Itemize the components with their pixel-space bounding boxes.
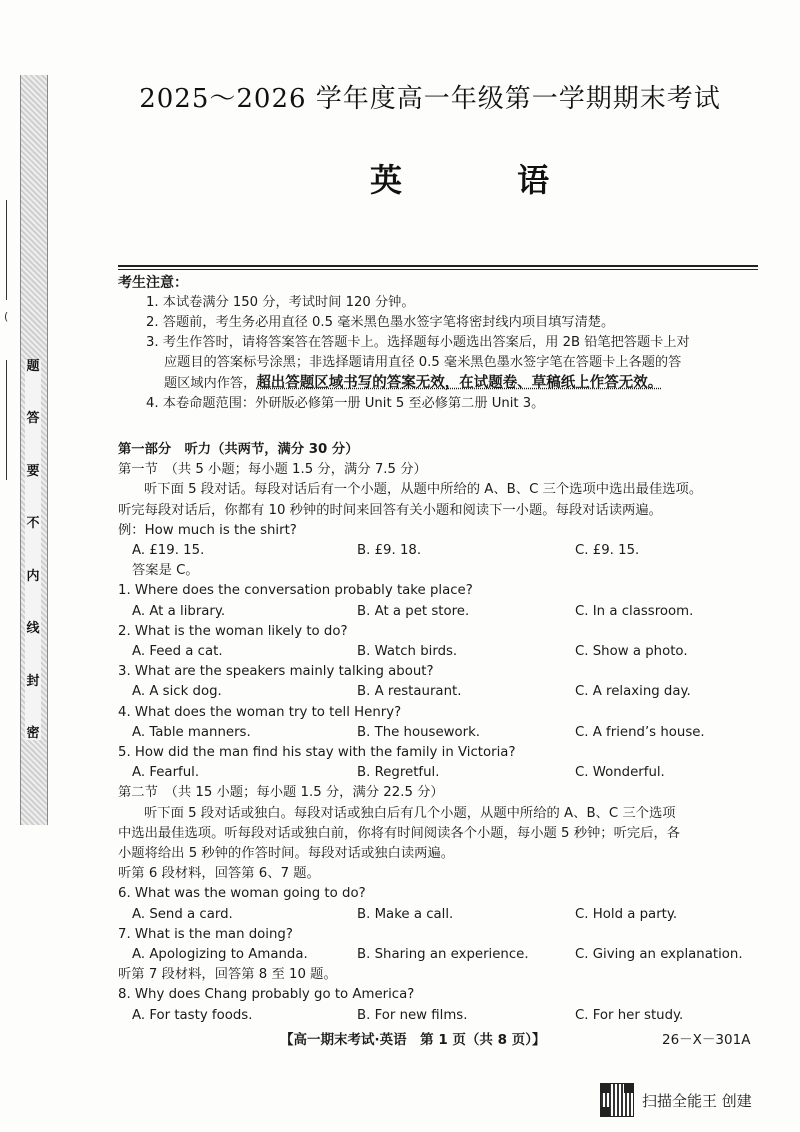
binding-line-mid [6,360,7,480]
material-heading: 听第 7 段材料，回答第 8 至 10 题。 [118,967,337,983]
instruction: 中选出最佳选项。听每段对话或独白前，你将有时间阅读各个小题，每小题 5 秒钟；听完后，各 [118,825,681,841]
option-c: C. Show a photo. [575,644,688,660]
option-a: A. Apologizing to Amanda. [132,947,308,963]
question: 8. Why does Chang probably go to America? [118,987,415,1003]
seal-line-notice [25,360,41,740]
option-b: B. Sharing an experience. [357,947,529,963]
options-row [118,763,768,783]
option-c: C. A relaxing day. [575,684,691,700]
option-c: C. £9. 15. [575,543,640,559]
option-b: B. Regretful. [357,765,440,781]
options-row [118,905,768,925]
question: 6. What was the woman going to do? [118,886,366,902]
notice-text: 题区域内作答， [164,376,257,391]
qr-code-icon [600,1083,634,1117]
options-row [118,541,768,561]
subject-title: 英 语 [370,161,602,199]
seal-char: 封 [26,673,40,689]
instruction: 听完每段对话后，你都有 10 秒钟的时间来回答有关小题和阅读下一小题。每段对话读两遍。 [118,502,662,518]
option-b: B. Watch birds. [357,644,458,660]
notice-emphasis: 超出答题区域书写的答案无效，在试题卷、草稿纸上作答无效。 [256,375,663,391]
option-c: C. Giving an explanation. [575,947,743,963]
notice-item: 2. 答题前，考生务必用直径 0.5 毫米黑色墨水签字笔将密封线内项目填写清楚。 [146,315,615,330]
option-a: A. A sick dog. [132,684,222,700]
header-rule-thin [118,269,758,270]
option-c: C. A friend’s house. [575,724,705,740]
page-footer: 【高一期末考试·英语 第 1 页（共 8 页）】 [280,1032,546,1048]
option-c: C. Wonderful. [575,765,665,781]
example-answer-text: 答案是 C。 [132,563,199,579]
option-c: C. In a classroom. [575,603,694,619]
seal-char: 内 [26,568,40,584]
notice-item: 3. 考生作答时，请将答案答在答题卡上。选择题每小题选出答案后，用 2B 铅笔把答题卡上对 [146,335,690,350]
option-a: A. For tasty foods. [132,1007,253,1023]
option-a: A. Table manners. [132,724,251,740]
scanner-watermark [600,1083,752,1117]
instruction: 听下面 5 段对话。每段对话后有一个小题，从题中所给的 A、B、C 三个选项中选出最佳选项。 [144,482,703,498]
options-row [118,1006,768,1026]
material-heading: 听第 6 段材料，回答第 6、7 题。 [118,866,320,882]
question: 2. What is the woman likely to do? [118,623,348,639]
option-c: C. Hold a party. [575,906,678,922]
seal-char: 不 [26,516,40,532]
option-b: B. For new films. [357,1007,468,1023]
notice-heading: 考生注意： [118,275,188,291]
notice-item: 1. 本试卷满分 150 分，考试时间 120 分钟。 [146,295,415,310]
paper-code: 26－X－301A [662,1032,751,1048]
candidate-notice [118,273,758,414]
options-row [118,602,768,622]
header-rule [118,265,758,267]
option-a: A. At a library. [132,603,226,619]
watermark-text: 扫描全能王 创建 [642,1091,752,1110]
seal-char: 密 [26,725,40,741]
instruction: 听下面 5 段对话或独白。每段对话或独白后有几个小题，从题中所给的 A、B、C 三个选项 [144,805,676,821]
option-b: B. Make a call. [357,906,454,922]
question: 4. What does the woman try to tell Henry? [118,704,402,720]
question: 1. Where does the conversation probably take place? [118,583,473,599]
question: 7. What is the man doing? [118,926,293,942]
example-question: 例：How much is the shirt? [118,522,297,538]
option-b: B. The housework. [357,724,481,740]
question: 5. How did the man find his stay with the family in Victoria? [118,745,516,761]
option-c: C. For her study. [575,1007,684,1023]
notice-item: 4. 本卷命题范围：外研版必修第一册 Unit 5 至必修第二册 Unit 3。 [146,396,545,411]
notice-item-cont: 应题目的答案标号涂黑；非选择题请用直径 0.5 毫米黑色墨水签字笔在答题卡上各题的答 [164,355,682,370]
seal-char: 答 [26,411,40,427]
options-row [118,723,768,743]
notice-item-cont [118,373,758,394]
option-a: A. £19. 15. [132,543,205,559]
section-title: 第二节 （共 15 小题；每小题 1.5 分，满分 22.5 分） [118,785,444,801]
binding-mark: ( [4,310,9,323]
options-row [118,642,768,662]
seal-char: 要 [26,463,40,479]
option-a: A. Feed a cat. [132,644,223,660]
seal-char: 题 [26,359,40,374]
option-b: B. £9. 18. [357,543,422,559]
options-row [118,945,768,965]
part-title: 第一部分 听力（共两节，满分 30 分） [118,442,359,457]
option-a: A. Send a card. [132,906,233,922]
example-answer [118,561,768,581]
option-b: B. A restaurant. [357,684,462,700]
seal-char: 线 [26,621,40,637]
option-b: B. At a pet store. [357,603,470,619]
option-a: A. Fearful. [132,765,200,781]
instruction: 小题将给出 5 秒钟的作答时间。每段对话或独白读两遍。 [118,846,455,862]
options-row [118,682,768,702]
question: 3. What are the speakers mainly talking about? [118,664,434,680]
exam-title: 2025～2026 学年度高一年级第一学期期末考试 [139,84,721,114]
section-title: 第一节 （共 5 小题；每小题 1.5 分，满分 7.5 分） [118,462,427,478]
binding-line-top [6,200,7,300]
exam-body [118,440,768,1026]
